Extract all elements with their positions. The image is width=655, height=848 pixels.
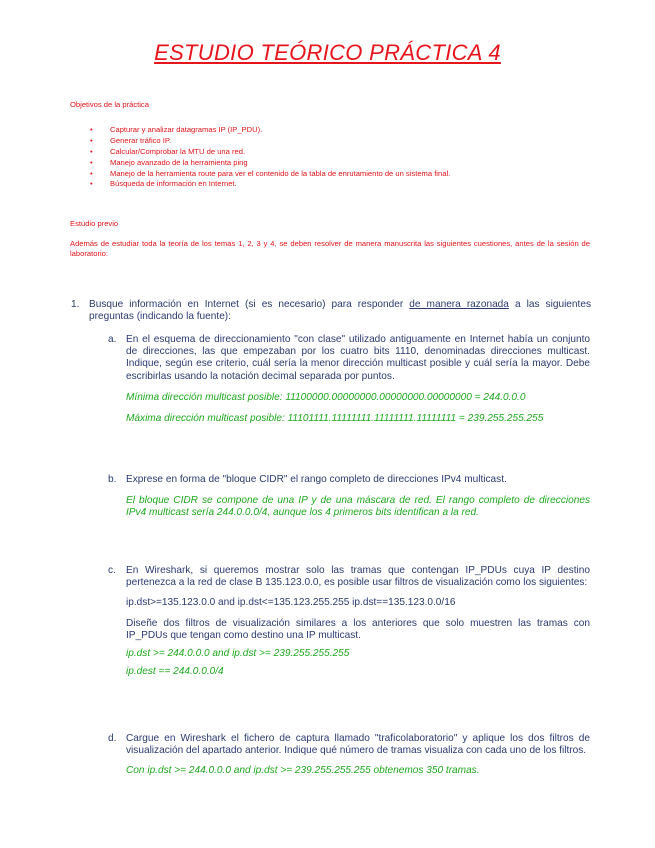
objective-text: Capturar y analizar datagramas IP (IP_PDU). <box>110 125 263 134</box>
objectives-list <box>70 125 450 190</box>
question-number: 1. <box>71 299 80 310</box>
question-1 <box>71 299 591 323</box>
subquestion-text: Cargue en Wireshark el fichero de captura llamado "traficolaboratorio" y aplique los dos filtros de visualización del apartado anterior. Indique qué número de tramas visualiza con cada uno de los filtros. <box>126 733 590 757</box>
filter-example: ip.dst>=135.123.0.0 and ip.dst<=135.123.255.255 ip.dst==135.123.0.0/16 <box>126 597 456 609</box>
subquestion-letter: d. <box>108 733 117 744</box>
list-item <box>70 179 450 190</box>
page-title: ESTUDIO TEÓRICO PRÁCTICA 4 <box>154 40 501 65</box>
list-item <box>70 147 450 158</box>
subquestion-text: En el esquema de direccionamiento "con clase" utilizado antiguamente en Internet había un conjunto de direcciones, las que empezaban por los cuatro bits 1110, denominadas direcciones multicast. Indique, según ese criterio, cuál sería la menor dirección multicast posible y cuál sería la mayor. Debe escribirlas usando la notación decimal separada por puntos. <box>126 334 590 382</box>
answer: Con ip.dst >= 244.0.0.0 and ip.dst >= 239.255.255.255 obtenemos 350 tramas. <box>126 765 480 777</box>
bullet: • <box>90 168 93 178</box>
list-item <box>70 158 450 169</box>
list-item <box>70 169 450 180</box>
answer: El bloque CIDR se compone de una IP y de una máscara de red. El rango completo de direcciones IPv4 multicast sería 244.0.0.0/4, aunque los 4 primeros bits identifican a la red. <box>126 495 590 519</box>
objective-text: Manejo de la herramienta route para ver el contenido de la tabla de enrutamiento de un sistema final. <box>110 168 451 178</box>
bullet: • <box>90 146 93 156</box>
objective-text: Manejo avanzado de la herramienta ping <box>110 157 248 167</box>
list-item <box>70 125 450 136</box>
answer-min: Mínima dirección multicast posible: 11100000.00000000.00000000.00000000 = 244.0.0.0 <box>126 391 526 403</box>
question-text-part: a las siguientes preguntas (indicando la fuente): <box>89 299 591 323</box>
subquestion-text-2: Diseñe dos filtros de visualización similares a los anteriores que solo muestren las tramas con IP_PDUs que tengan como destino una IP multicast. <box>126 617 590 641</box>
subquestion-letter: a. <box>108 334 117 345</box>
bullet: • <box>90 125 93 134</box>
subquestion-letter: b. <box>108 474 117 485</box>
question-text-part: Busque información en Internet (si es necesario) para responder <box>89 299 410 310</box>
subquestion-a <box>108 334 590 431</box>
objective-text: Generar tráfico IP. <box>110 135 172 145</box>
subquestion-text: Exprese en forma de "bloque CIDR" el rango completo de direcciones IPv4 multicast. <box>126 474 507 485</box>
question-text <box>89 299 591 323</box>
list-item <box>70 136 450 147</box>
subquestion-d <box>108 733 590 784</box>
bullet: • <box>90 135 93 145</box>
subquestion-letter: c. <box>108 565 116 576</box>
answer-filter-2: ip.dest == 244.0.0.0/4 <box>126 666 224 678</box>
previous-study-text: Además de estudiar toda la teoría de los temas 1, 2, 3 y 4, se deben resolver de manera manuscrita las siguientes cuestiones, antes de la sesión de laboratorio: <box>70 239 590 258</box>
objective-text: Búsqueda de información en Internet. <box>110 179 237 189</box>
objective-text: Calcular/Comprobar la MTU de una red. <box>110 146 246 156</box>
answer-filter-1: ip.dst >= 244.0.0.0 and ip.dst >= 239.255.255.255 <box>126 648 350 660</box>
subquestion-c <box>108 565 590 684</box>
previous-study-heading: Estudio previo <box>70 219 119 228</box>
bullet: • <box>90 157 93 167</box>
bullet: • <box>90 179 93 189</box>
objectives-heading: Objetivos de la práctica <box>70 100 149 109</box>
answer-max: Máxima dirección multicast posible: 11101111.11111111.11111111.11111111 = 239.255.255.255 <box>126 413 544 425</box>
subquestion-b <box>108 474 590 526</box>
subquestion-text: En Wireshark, si queremos mostrar solo las tramas que contengan IP_PDUs cuya IP destino pertenezca a la red de clase B 135.123.0.0, es posible usar filtros de visualización como los siguientes: <box>126 565 590 589</box>
question-text-underlined: de manera razonada <box>409 299 509 310</box>
